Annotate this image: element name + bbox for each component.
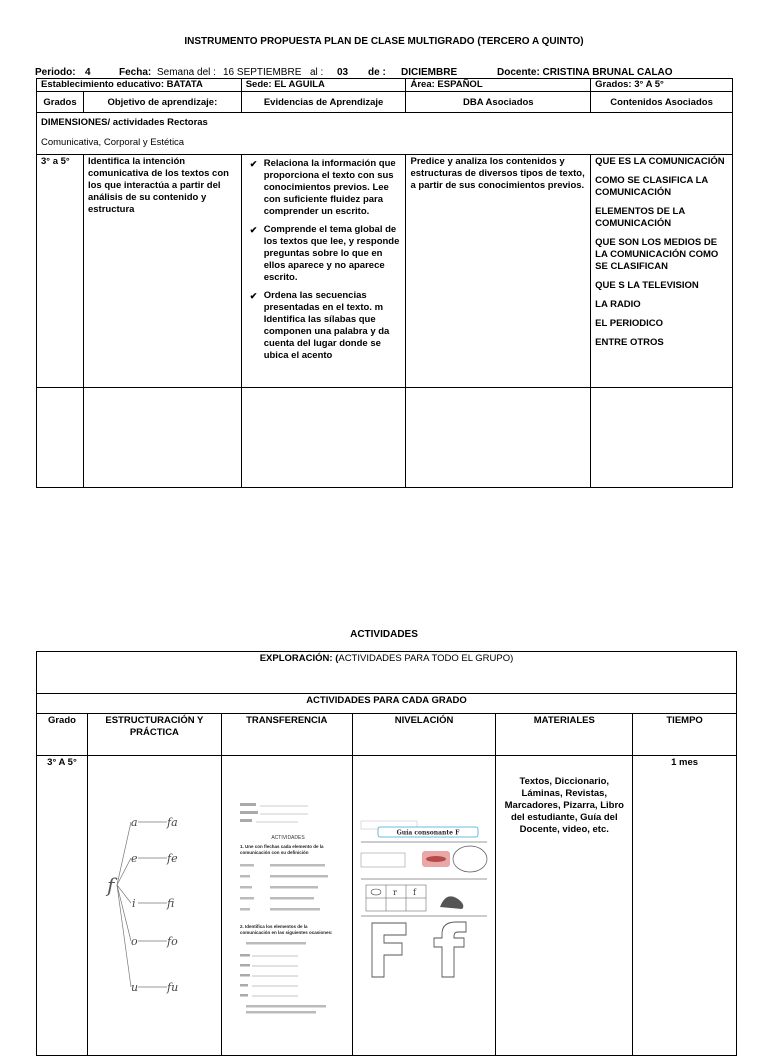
plan-table: [36, 78, 733, 488]
row-dba: Predice y analiza los contenidos y estructuras de diversos tipos de texto, a partir de sus conocimientos previos.: [406, 155, 591, 388]
letter-f-outline-upper: [372, 923, 406, 977]
syllable-fo: fo: [167, 935, 178, 948]
establecimiento: Establecimiento educativo: BATATA: [37, 79, 242, 92]
empty-cell: [83, 388, 241, 488]
semana-label: Semana del :: [157, 67, 216, 78]
docente: Docente: CRISTINA BRUNAL CALAO: [497, 67, 673, 78]
dimensiones-label: DIMENSIONES/ actividades Rectoras: [41, 117, 208, 128]
syllable-vowel: o: [131, 935, 138, 948]
syllable-vowel: e: [131, 852, 138, 865]
de-value: DICIEMBRE: [401, 67, 458, 78]
worksheet-question-1: 1. Une con flechas cada elemento de la comunicación con su definición: [240, 844, 324, 855]
contenido-item: ENTRE OTROS: [595, 337, 664, 348]
header-estructuracion: ESTRUCTURACIÓN Y PRÁCTICA: [87, 714, 221, 756]
document-title: INSTRUMENTO PROPUESTA PLAN DE CLASE MULTIGRADO (TERCERO A QUINTO): [184, 36, 584, 47]
cada-grado-header: ACTIVIDADES PARA CADA GRADO: [37, 694, 737, 714]
empty-cell: [37, 388, 84, 488]
letter-f-glyph: f: [107, 873, 115, 897]
exploracion-cell: [37, 652, 737, 694]
header-evidencias: Evidencias de Aprendizaje: [241, 92, 406, 113]
contenido-item: COMO SE CLASIFICA LA COMUNICACIÓN: [595, 175, 708, 198]
empty-cell: [591, 388, 733, 488]
contenido-item: QUE ES LA COMUNICACIÓN: [595, 156, 725, 167]
exploracion-detail: ACTIVIDADES PARA TODO EL GRUPO): [338, 653, 514, 664]
area: Área: ESPAÑOL: [406, 79, 591, 92]
grados-info: Grados: 3° A 5°: [591, 79, 733, 92]
syllable-fu: fu: [167, 981, 179, 994]
speech-bubble-icon: [453, 846, 487, 872]
eye-icon: [371, 889, 381, 895]
evidencia-item: ✔ Relaciona la información que proporciona el texto con sus conocimientos previos. Lee con suficiente fluidez para comprender un escrito.: [246, 158, 402, 218]
semana-value: 16 SEPTIEMBRE: [223, 67, 302, 78]
syllable-diagram-image: [95, 800, 195, 1000]
seal-animal-icon: [440, 896, 463, 909]
lips-mouth-icon: [426, 856, 446, 862]
row-objetivo: Identifica la intención comunicativa de los textos con los que interactúa a partir del análisis de su contenido y estructura: [83, 155, 241, 388]
empty-cell: [406, 388, 591, 488]
row-evidencias: [241, 155, 406, 388]
al-label: al :: [310, 67, 324, 78]
contenido-item: LA RADIO: [595, 299, 641, 310]
dimensiones-value: Comunicativa, Corporal y Estética: [41, 137, 185, 148]
contenido-item: QUE SON LOS MEDIOS DE LA COMUNICACIÓN COMO SE CLASIFICAN: [595, 237, 719, 272]
guia-consonante-f-image: [358, 815, 490, 987]
worksheet-question-2: 2. Identifica los elementos de la comunicación en las siguientes ocasiones:: [240, 924, 333, 935]
periodo-label: Periodo:: [35, 67, 76, 78]
header-dba: DBA Asociados: [406, 92, 591, 113]
row-grado: 3° a 5°: [37, 155, 84, 388]
header-grado: Grado: [37, 714, 88, 756]
letter-f-lower: r: [393, 888, 397, 897]
syllable-fa: fa: [167, 816, 178, 829]
worksheet-thumbnail-image: [238, 800, 338, 1022]
evidencia-item: ✔ Comprende el tema global de los textos que lee, y responde preguntas sobre lo que en ellos aparece y no aparece escrito.: [246, 224, 402, 284]
letter-f-lower: f: [413, 888, 416, 897]
letter-f-outline-lower: [434, 922, 466, 977]
header-nivelacion: NIVELACIÓN: [352, 714, 496, 756]
actividades-title: ACTIVIDADES: [350, 629, 418, 640]
syllable-fi: fi: [167, 897, 175, 910]
act-tiempo: 1 mes: [633, 756, 737, 1056]
header-tiempo: TIEMPO: [633, 714, 737, 756]
exploracion-label: EXPLORACIÓN: (: [259, 653, 339, 664]
periodo-value: 4: [85, 67, 91, 78]
worksheet-heading: ACTIVIDADES: [271, 835, 305, 841]
act-materiales: Textos, Diccionario, Láminas, Revistas, Marcadores, Pizarra, Libro del estudiante, Guía del Docente, video, etc.: [496, 756, 633, 1056]
syllable-vowel: i: [132, 897, 136, 910]
contenido-item: ELEMENTOS DE LA COMUNICACIÓN: [595, 206, 685, 229]
contenido-item: QUE S LA TELEVISION: [595, 280, 699, 291]
syllable-vowel: a: [131, 816, 138, 829]
dimensiones-cell: [37, 113, 733, 155]
syllable-fe: fe: [167, 852, 178, 865]
header-objetivo: Objetivo de aprendizaje:: [83, 92, 241, 113]
syllable-vowel: u: [131, 981, 139, 994]
row-contenidos: [591, 155, 733, 388]
empty-cell: [241, 388, 406, 488]
fecha-label: Fecha:: [119, 67, 152, 78]
header-transferencia: TRANSFERENCIA: [221, 714, 352, 756]
header-contenidos: Contenidos Asociados: [591, 92, 733, 113]
header-grados: Grados: [37, 92, 84, 113]
header-materiales: MATERIALES: [496, 714, 633, 756]
act-grado: 3° A 5°: [37, 756, 88, 1056]
al-value: 03: [337, 67, 349, 78]
contenido-item: EL PERIODICO: [595, 318, 664, 329]
evidencia-item: ✔ Ordena las secuencias presentadas en el texto. m Identifica las sílabas que componen una palabra y da cuenta del lugar donde se ubica el acento: [246, 290, 402, 362]
sede: Sede: EL AGUILA: [241, 79, 406, 92]
guia-title: Guía consonante F: [396, 829, 460, 837]
de-label: de :: [368, 67, 386, 78]
